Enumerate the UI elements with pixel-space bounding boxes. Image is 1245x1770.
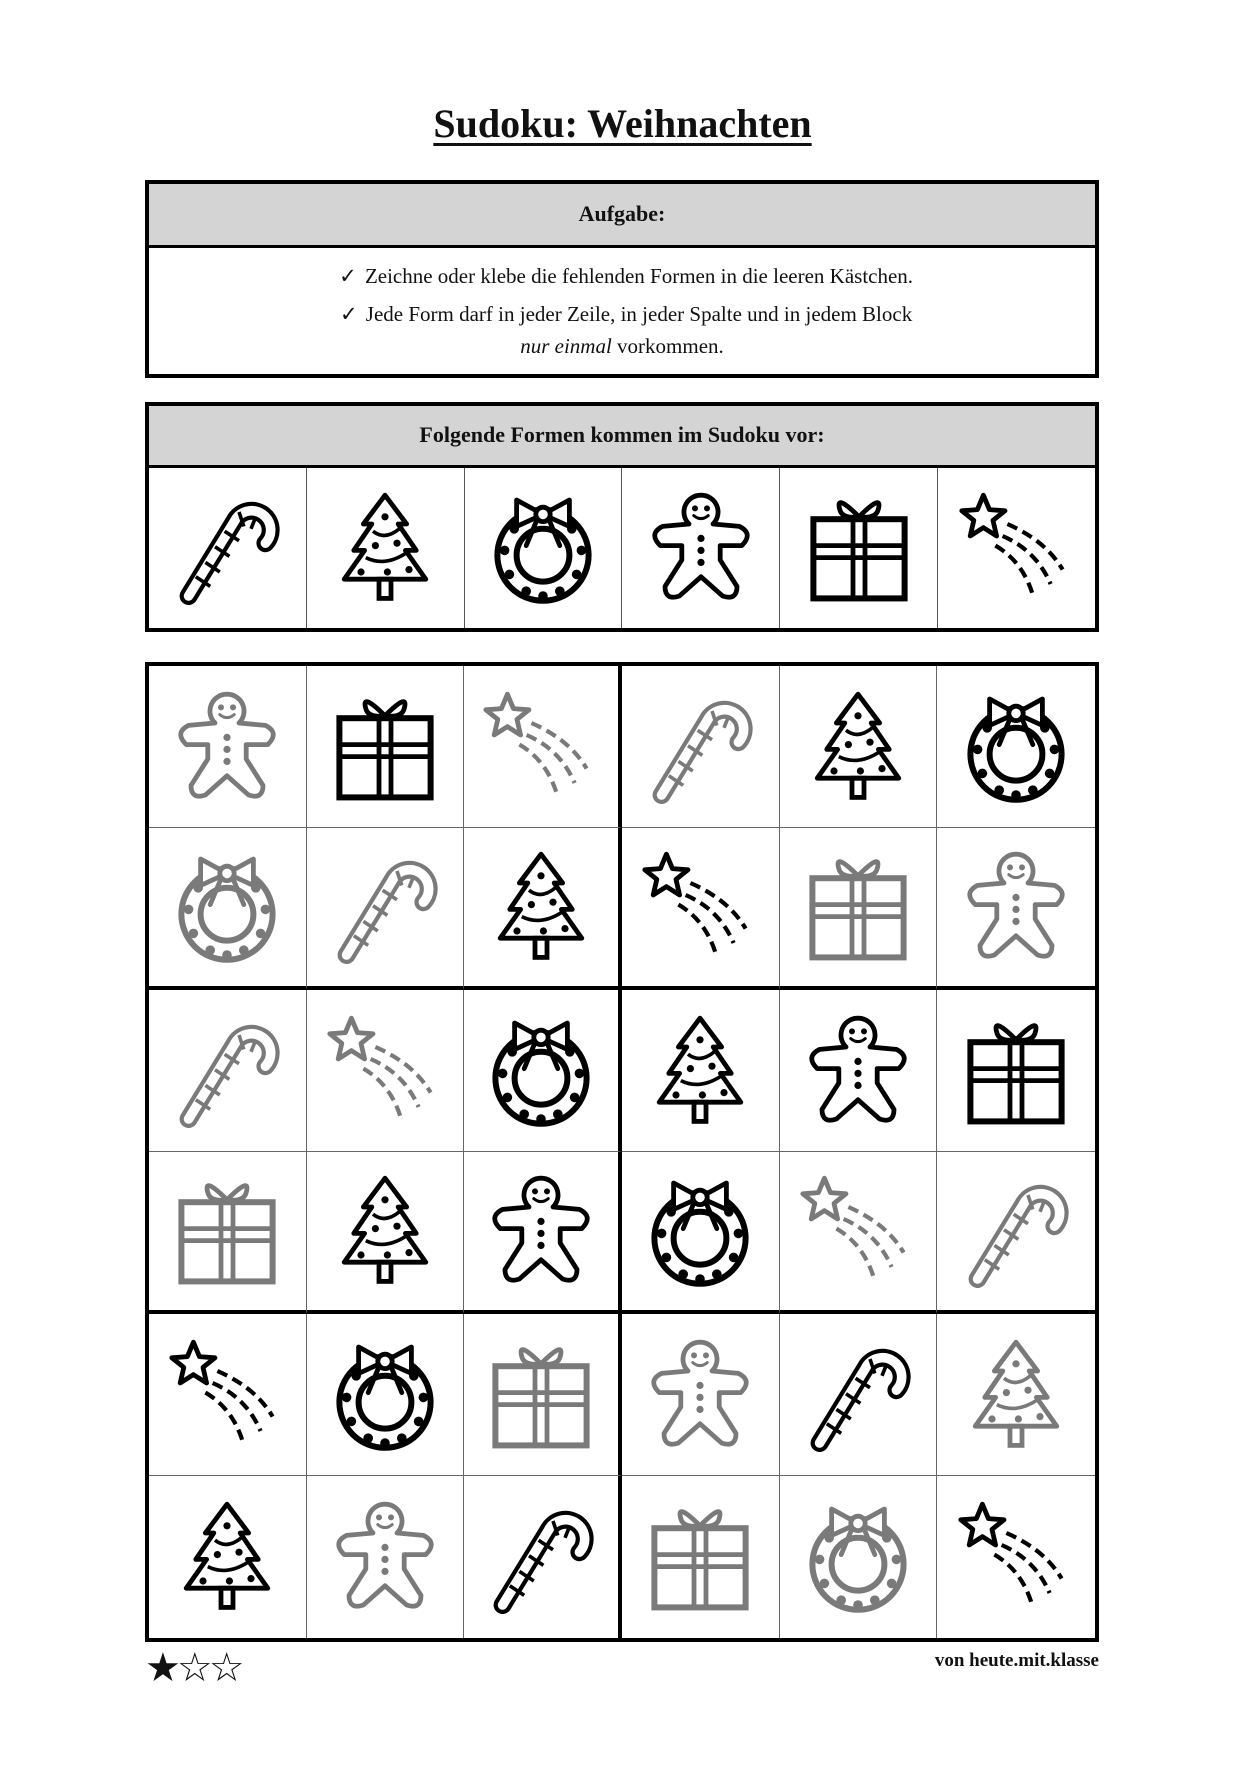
sudoku-cell bbox=[464, 666, 622, 828]
legend-cell bbox=[307, 468, 465, 628]
gift-box-icon bbox=[325, 687, 445, 807]
legend-cell bbox=[149, 468, 307, 628]
sudoku-cell bbox=[307, 1314, 465, 1476]
candy-cane-icon bbox=[481, 1497, 601, 1617]
task-header: Aufgabe: bbox=[149, 184, 1095, 248]
sudoku-cell bbox=[780, 1476, 938, 1638]
shapes-legend-box bbox=[145, 402, 1099, 632]
sudoku-cell bbox=[937, 828, 1095, 990]
sudoku-cell bbox=[307, 1476, 465, 1638]
sudoku-cell bbox=[780, 990, 938, 1152]
task-list bbox=[149, 248, 1095, 362]
wreath-icon bbox=[956, 687, 1076, 807]
sudoku-cell bbox=[149, 1152, 307, 1314]
sudoku-cell bbox=[937, 666, 1095, 828]
sudoku-cell bbox=[307, 1152, 465, 1314]
sudoku-cell bbox=[780, 1152, 938, 1314]
sudoku-cell bbox=[464, 828, 622, 990]
gift-box-icon bbox=[481, 1335, 601, 1455]
task-item-2: ✓ Jede Form darf in jeder Zeile, in jeder Spalte und in jedem Block nur einmal vorkommen. bbox=[149, 298, 1095, 362]
gingerbread-man-icon bbox=[167, 687, 287, 807]
sudoku-cell bbox=[149, 990, 307, 1152]
wreath-icon bbox=[325, 1335, 445, 1455]
wreath-icon bbox=[483, 488, 603, 608]
gingerbread-man-icon bbox=[325, 1497, 445, 1617]
christmas-tree-icon bbox=[640, 1011, 760, 1131]
credit: von heute.mit.klasse bbox=[934, 1650, 1099, 1671]
sudoku-cell bbox=[149, 828, 307, 990]
task-item-2-continuation: nur einmal vorkommen. bbox=[520, 334, 724, 358]
sudoku-cell bbox=[622, 666, 780, 828]
gift-box-icon bbox=[798, 847, 918, 967]
candy-cane-icon bbox=[798, 1335, 918, 1455]
candy-cane-icon bbox=[640, 687, 760, 807]
legend-cell bbox=[780, 468, 938, 628]
gift-box-icon bbox=[640, 1497, 760, 1617]
sudoku-cell bbox=[464, 1476, 622, 1638]
sudoku-cell bbox=[937, 1152, 1095, 1314]
sudoku-cell bbox=[937, 990, 1095, 1152]
sudoku-cell bbox=[937, 1314, 1095, 1476]
legend-cell bbox=[938, 468, 1095, 628]
sudoku-cell bbox=[780, 666, 938, 828]
gift-box-icon bbox=[167, 1171, 287, 1291]
shooting-star-icon bbox=[956, 1497, 1076, 1617]
sudoku-cell bbox=[622, 990, 780, 1152]
sudoku-cell bbox=[149, 1476, 307, 1638]
wreath-icon bbox=[798, 1497, 918, 1617]
shooting-star-icon bbox=[640, 847, 760, 967]
checkmark-icon: ✓ bbox=[339, 264, 357, 288]
gift-box-icon bbox=[799, 488, 919, 608]
sudoku-cell bbox=[464, 1314, 622, 1476]
wreath-icon bbox=[167, 847, 287, 967]
christmas-tree-icon bbox=[481, 847, 601, 967]
sudoku-cell bbox=[307, 990, 465, 1152]
shapes-header: Folgende Formen kommen im Sudoku vor: bbox=[149, 406, 1095, 468]
sudoku-cell bbox=[149, 666, 307, 828]
shooting-star-icon bbox=[481, 687, 601, 807]
gingerbread-man-icon bbox=[956, 847, 1076, 967]
sudoku-cell bbox=[149, 1314, 307, 1476]
sudoku-cell bbox=[937, 1476, 1095, 1638]
gingerbread-man-icon bbox=[641, 488, 761, 608]
sudoku-cell bbox=[307, 828, 465, 990]
sudoku-cell bbox=[307, 666, 465, 828]
candy-cane-icon bbox=[167, 488, 287, 608]
sudoku-cell bbox=[622, 1476, 780, 1638]
christmas-tree-icon bbox=[956, 1335, 1076, 1455]
sudoku-cell bbox=[464, 990, 622, 1152]
shooting-star-icon bbox=[325, 1011, 445, 1131]
checkmark-icon: ✓ bbox=[339, 302, 358, 326]
difficulty-rating: ★☆☆ bbox=[145, 1645, 241, 1691]
christmas-tree-icon bbox=[325, 488, 445, 608]
candy-cane-icon bbox=[956, 1171, 1076, 1291]
shooting-star-icon bbox=[798, 1171, 918, 1291]
page-title: Sudoku: Weihnachten bbox=[433, 101, 812, 146]
sudoku-cell bbox=[464, 1152, 622, 1314]
shooting-star-icon bbox=[167, 1335, 287, 1455]
sudoku-cell bbox=[780, 828, 938, 990]
christmas-tree-icon bbox=[325, 1171, 445, 1291]
candy-cane-icon bbox=[167, 1011, 287, 1131]
candy-cane-icon bbox=[325, 847, 445, 967]
sudoku-cell bbox=[622, 1314, 780, 1476]
wreath-icon bbox=[640, 1171, 760, 1291]
sudoku-grid bbox=[145, 662, 1099, 1642]
gingerbread-man-icon bbox=[798, 1011, 918, 1131]
sudoku-cell bbox=[780, 1314, 938, 1476]
legend-cell bbox=[622, 468, 780, 628]
christmas-tree-icon bbox=[167, 1497, 287, 1617]
shapes-legend-row bbox=[149, 468, 1095, 628]
christmas-tree-icon bbox=[798, 687, 918, 807]
gingerbread-man-icon bbox=[640, 1335, 760, 1455]
sudoku-cell bbox=[622, 1152, 780, 1314]
gift-box-icon bbox=[956, 1011, 1076, 1131]
sudoku-cell bbox=[622, 828, 780, 990]
task-box bbox=[145, 180, 1099, 378]
legend-cell bbox=[465, 468, 623, 628]
shooting-star-icon bbox=[957, 488, 1077, 608]
task-item-1: ✓ Zeichne oder klebe die fehlenden Formen in die leeren Kästchen. bbox=[149, 260, 1095, 292]
gingerbread-man-icon bbox=[481, 1171, 601, 1291]
wreath-icon bbox=[481, 1011, 601, 1131]
